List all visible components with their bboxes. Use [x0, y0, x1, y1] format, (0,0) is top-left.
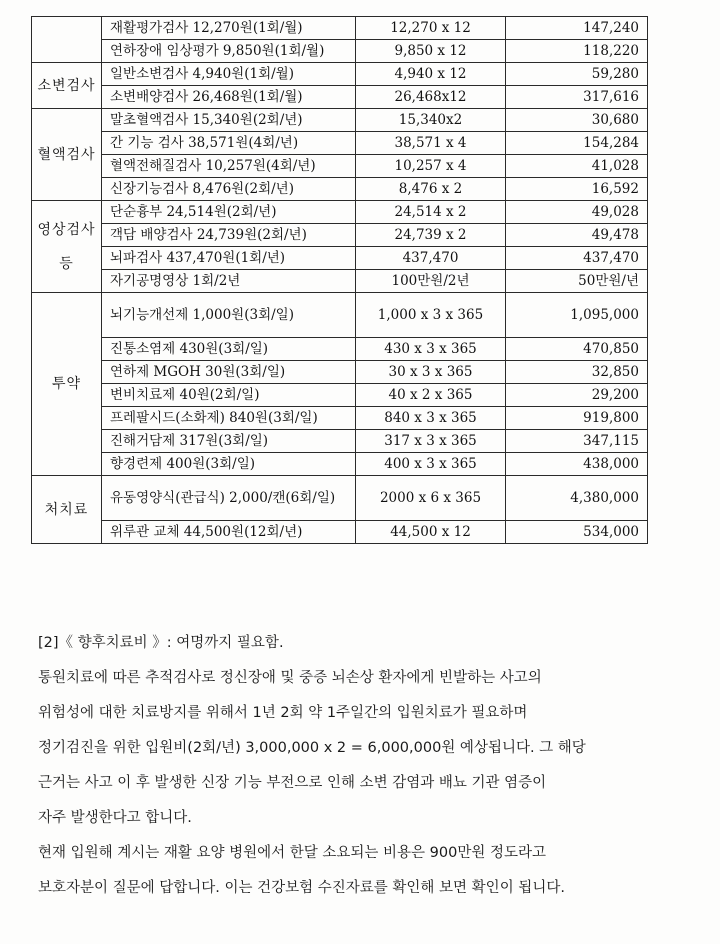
calculation-cell: 4,940 x 12 [356, 63, 506, 86]
amount-cell: 470,850 [506, 338, 648, 361]
amount-cell: 49,478 [506, 224, 648, 247]
amount-cell: 41,028 [506, 155, 648, 178]
notes-line: 자주 발생한다고 합니다. [38, 810, 192, 826]
item-cell: 간 기능 검사 38,571원(4회/년) [102, 132, 356, 155]
table-row [32, 201, 648, 224]
table-row [32, 361, 648, 384]
item-cell: 혈액전해질검사 10,257원(4회/년) [102, 155, 356, 178]
calculation-cell: 26,468x12 [356, 86, 506, 109]
amount-cell: 4,380,000 [506, 476, 648, 521]
calculation-cell: 24,514 x 2 [356, 201, 506, 224]
table-row [32, 430, 648, 453]
item-cell: 진통소염제 430원(3회/일) [102, 338, 356, 361]
amount-cell: 317,616 [506, 86, 648, 109]
amount-cell: 437,470 [506, 247, 648, 270]
calculation-cell: 100만원/2년 [356, 270, 506, 293]
table-row [32, 63, 648, 86]
amount-cell: 438,000 [506, 453, 648, 476]
item-cell: 재활평가검사 12,270원(1회/월) [102, 17, 356, 40]
calculation-cell: 40 x 2 x 365 [356, 384, 506, 407]
notes-heading: [2]《 향후치료비 》: 여명까지 필요함. [38, 635, 284, 651]
calculation-cell: 38,571 x 4 [356, 132, 506, 155]
item-cell: 신장기능검사 8,476원(2회/년) [102, 178, 356, 201]
item-cell: 뇌기능개선제 1,000원(3회/일) [102, 293, 356, 338]
calculation-cell: 437,470 [356, 247, 506, 270]
calculation-cell: 317 x 3 x 365 [356, 430, 506, 453]
notes-line: 위험성에 대한 치료방지를 위해서 1년 2회 약 1주일간의 입원치료가 필요하며 [38, 705, 528, 721]
item-cell: 연하제 MGOH 30원(3회/일) [102, 361, 356, 384]
future-treatment-notes [38, 626, 698, 906]
table-row [32, 453, 648, 476]
table-row [32, 132, 648, 155]
amount-cell: 32,850 [506, 361, 648, 384]
calculation-cell: 12,270 x 12 [356, 17, 506, 40]
amount-cell: 147,240 [506, 17, 648, 40]
table-row [32, 155, 648, 178]
item-cell: 객담 배양검사 24,739원(2회/년) [102, 224, 356, 247]
item-cell: 연하장애 임상평가 9,850원(1회/월) [102, 40, 356, 63]
calculation-cell: 400 x 3 x 365 [356, 453, 506, 476]
category-cell [32, 17, 102, 63]
amount-cell: 534,000 [506, 521, 648, 544]
table-row [32, 384, 648, 407]
amount-cell: 154,284 [506, 132, 648, 155]
notes-line: 근거는 사고 이 후 발생한 신장 기능 부전으로 인해 소변 감염과 배뇨 기관 염증이 [38, 775, 547, 791]
table-row [32, 338, 648, 361]
cost-table-body [32, 17, 648, 544]
item-cell: 일반소변검사 4,940원(1회/월) [102, 63, 356, 86]
calculation-cell: 24,739 x 2 [356, 224, 506, 247]
table-row [32, 86, 648, 109]
item-cell: 프레팔시드(소화제) 840원(3회/일) [102, 407, 356, 430]
table-row [32, 224, 648, 247]
notes-line: 현재 입원해 계시는 재활 요양 병원에서 한달 소요되는 비용은 900만원 정도라고 [38, 845, 546, 861]
amount-cell: 347,115 [506, 430, 648, 453]
table-row [32, 17, 648, 40]
notes-line: 정기검진을 위한 입원비(2회/년) 3,000,000 x 2 = 6,000,000원 예상됩니다. 그 해당 [38, 740, 586, 756]
item-cell: 소변배양검사 26,468원(1회/월) [102, 86, 356, 109]
item-cell: 단순흉부 24,514원(2회/년) [102, 201, 356, 224]
calculation-cell: 44,500 x 12 [356, 521, 506, 544]
notes-line: 보호자분이 질문에 답합니다. 이는 건강보험 수진자료를 확인해 보면 확인이 됩니다. [38, 880, 565, 896]
table-row [32, 109, 648, 132]
table-row [32, 476, 648, 521]
item-cell: 진해거담제 317원(3회/일) [102, 430, 356, 453]
item-cell: 향경련제 400원(3회/일) [102, 453, 356, 476]
calculation-cell: 30 x 3 x 365 [356, 361, 506, 384]
amount-cell: 1,095,000 [506, 293, 648, 338]
item-cell: 변비치료제 40원(2회/일) [102, 384, 356, 407]
item-cell: 자기공명영상 1회/2년 [102, 270, 356, 293]
amount-cell: 59,280 [506, 63, 648, 86]
amount-cell: 50만원/년 [506, 270, 648, 293]
amount-cell: 30,680 [506, 109, 648, 132]
notes-line: 통원치료에 따른 추적검사로 정신장애 및 중증 뇌손상 환자에게 빈발하는 사고의 [38, 670, 542, 686]
item-cell: 뇌파검사 437,470원(1회/년) [102, 247, 356, 270]
amount-cell: 118,220 [506, 40, 648, 63]
cost-table [31, 16, 648, 544]
amount-cell: 49,028 [506, 201, 648, 224]
table-row [32, 293, 648, 338]
calculation-cell: 9,850 x 12 [356, 40, 506, 63]
amount-cell: 16,592 [506, 178, 648, 201]
item-cell: 유동영양식(관급식) 2,000/캔(6회/일) [102, 476, 356, 521]
amount-cell: 29,200 [506, 384, 648, 407]
item-cell: 위루관 교체 44,500원(12회/년) [102, 521, 356, 544]
calculation-cell: 1,000 x 3 x 365 [356, 293, 506, 338]
calculation-cell: 10,257 x 4 [356, 155, 506, 178]
table-row [32, 40, 648, 63]
table-row [32, 247, 648, 270]
table-row [32, 407, 648, 430]
calculation-cell: 840 x 3 x 365 [356, 407, 506, 430]
calculation-cell: 430 x 3 x 365 [356, 338, 506, 361]
category-cell: 소변검사 [32, 63, 102, 109]
calculation-cell: 15,340x2 [356, 109, 506, 132]
table-row [32, 178, 648, 201]
category-cell: 투약 [32, 293, 102, 476]
category-cell: 영상검사 등 [32, 201, 102, 293]
category-cell: 처치료 [32, 476, 102, 544]
calculation-cell: 2000 x 6 x 365 [356, 476, 506, 521]
calculation-cell: 8,476 x 2 [356, 178, 506, 201]
category-cell: 혈액검사 [32, 109, 102, 201]
amount-cell: 919,800 [506, 407, 648, 430]
table-row [32, 521, 648, 544]
table-row [32, 270, 648, 293]
item-cell: 말초혈액검사 15,340원(2회/년) [102, 109, 356, 132]
